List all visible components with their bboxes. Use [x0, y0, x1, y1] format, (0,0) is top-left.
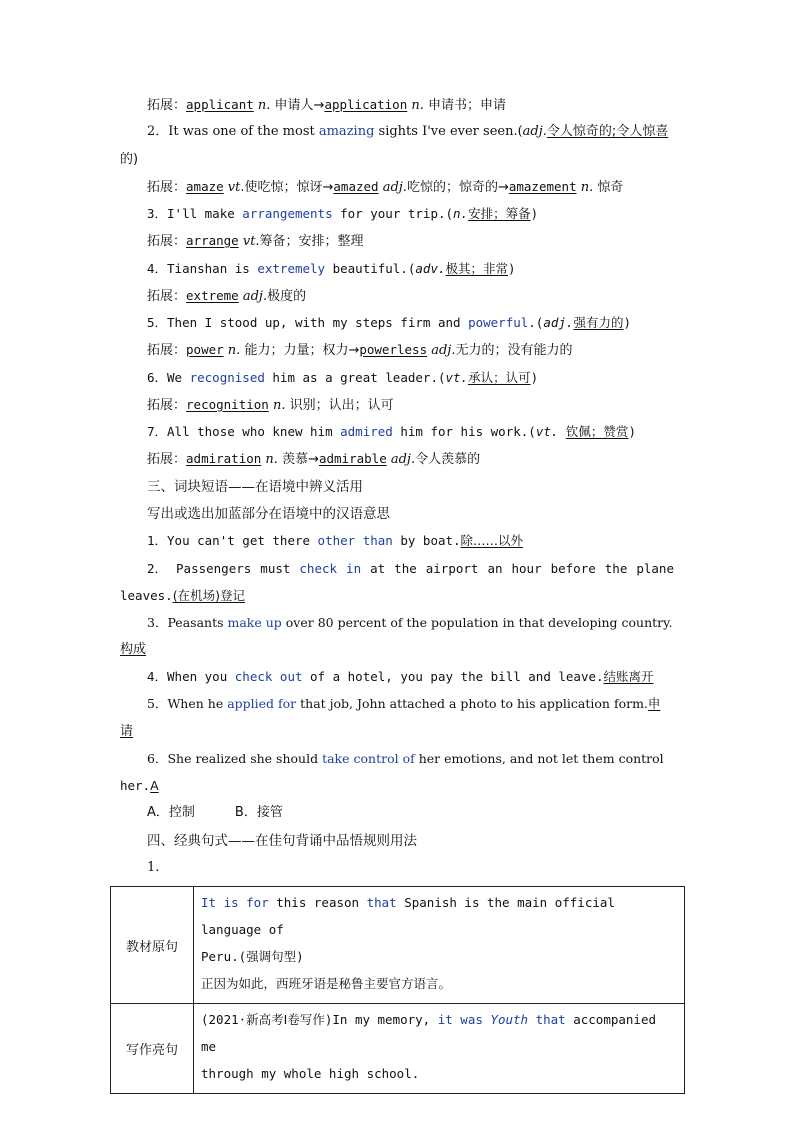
answer: 承认；认可 [468, 370, 531, 385]
highlight-word: amazing [318, 124, 375, 139]
row-header-textbook: 教材原句 [111, 887, 194, 1004]
vocab-item-2-wrap: 的) [120, 152, 139, 167]
phrase-item-6-options [147, 803, 283, 823]
phrase-item-3: 3．Peasants make up over 80 percent of the population in that developing country. [147, 615, 673, 630]
table-row [111, 887, 685, 1004]
answer: 令人惊奇的; [546, 124, 617, 139]
answer: 安排；筹备 [468, 206, 531, 221]
phrase-item-6-wrap: her.A [120, 778, 159, 793]
answer: 强有力的 [573, 315, 624, 330]
sentence-table [110, 886, 685, 1094]
section-4-item-number: 1. [147, 860, 160, 875]
answer: 构成 [120, 642, 147, 657]
word-applicant: applicant [186, 97, 254, 112]
extension-line-extreme: 拓展：extreme adj.极度的 [147, 288, 307, 304]
section-3-instruction: 写出或选出加蓝部分在语境中的汉语意思 [147, 506, 390, 522]
section-3-heading: 三、词块短语——在语境中辨义活用 [147, 479, 363, 495]
vocab-item-3: 3．I'll make arrangements for your trip.(n.安排；筹备) [147, 206, 539, 221]
textbook-sentence: It is for this reason that Spanish is the main official language of Peru.(强调句型) 正因为如此，西班牙语是秘鲁主要官方语言。 [194, 887, 685, 1004]
answer: (在机场)登记 [172, 588, 245, 603]
writing-sentence: (2021·新高考Ⅰ卷写作)In my memory, it was Youth that accompanied me through my whole high school. [194, 1004, 685, 1094]
translation: 正因为如此，西班牙语是秘鲁主要官方语言。 [201, 976, 452, 991]
extension-line-admiration: 拓展：admiration n. 羡慕→admirable adj.令人羡慕的 [147, 451, 481, 467]
phrase-item-5: 5．When he applied for that job, John attached a photo to his application form.申 [147, 696, 661, 711]
phrase-item-6: 6．She realized she should take control of her emotions, and not let them control [147, 751, 664, 766]
vocab-item-4: 4．Tianshan is extremely beautiful.(adv.极其；非常) [147, 261, 516, 276]
extension-line-recognition: 拓展：recognition n. 识别；认出；认可 [147, 397, 394, 413]
extension-line-power: 拓展：power n. 能力；力量；权力→powerless adj.无力的；没有能力的 [147, 342, 573, 358]
row-header-writing: 写作亮句 [111, 1004, 194, 1094]
table-row [111, 1004, 685, 1094]
word-application: application [324, 97, 408, 112]
answer: 除……以外 [460, 533, 524, 548]
option-a: A．控制 [147, 805, 195, 820]
answer: 结账离开 [603, 669, 654, 684]
extension-line-arrange: 拓展：arrange vt.筹备；安排；整理 [147, 233, 364, 249]
answer: 钦佩；赞赏 [565, 424, 629, 439]
option-b: B．接管 [234, 805, 283, 820]
phrase-item-2: 2． Passengers must check in at the airport an hour before the plane [147, 561, 674, 576]
phrase-item-1: 1．You can't get there other than by boat.除……以外 [147, 533, 524, 548]
extension-line-amaze: 拓展：amaze vt.使吃惊；惊讶→amazed adj.吃惊的；惊奇的→amazement n. 惊奇 [147, 179, 624, 195]
answer: 申 [647, 696, 661, 711]
answer-wrap: 请 [120, 724, 134, 739]
extension-line-applicant: 拓展：applicant n. 申请人→application n. 申请书；申请 [147, 97, 507, 113]
vocab-item-2: 2．It was one of the most amazing sights I've ever seen.(adj.令人惊奇的;令人惊喜 [147, 124, 669, 139]
section-4-heading: 四、经典句式——在佳句背诵中品悟规则用法 [147, 833, 417, 849]
phrase-item-4: 4．When you check out of a hotel, you pay the bill and leave.结账离开 [147, 669, 654, 684]
answer: 极其；非常 [445, 261, 509, 276]
vocab-item-5: 5．Then I stood up, with my steps firm and powerful.(adj.强有力的) [147, 315, 631, 330]
answer: A [150, 778, 159, 793]
vocab-item-7: 7．All those who knew him admired him for his work.(vt. 钦佩；赞赏) [147, 424, 636, 439]
phrase-item-2-wrap: leaves.(在机场)登记 [120, 588, 245, 603]
vocab-item-6: 6．We recognised him as a great leader.(vt.承认；认可) [147, 370, 539, 385]
